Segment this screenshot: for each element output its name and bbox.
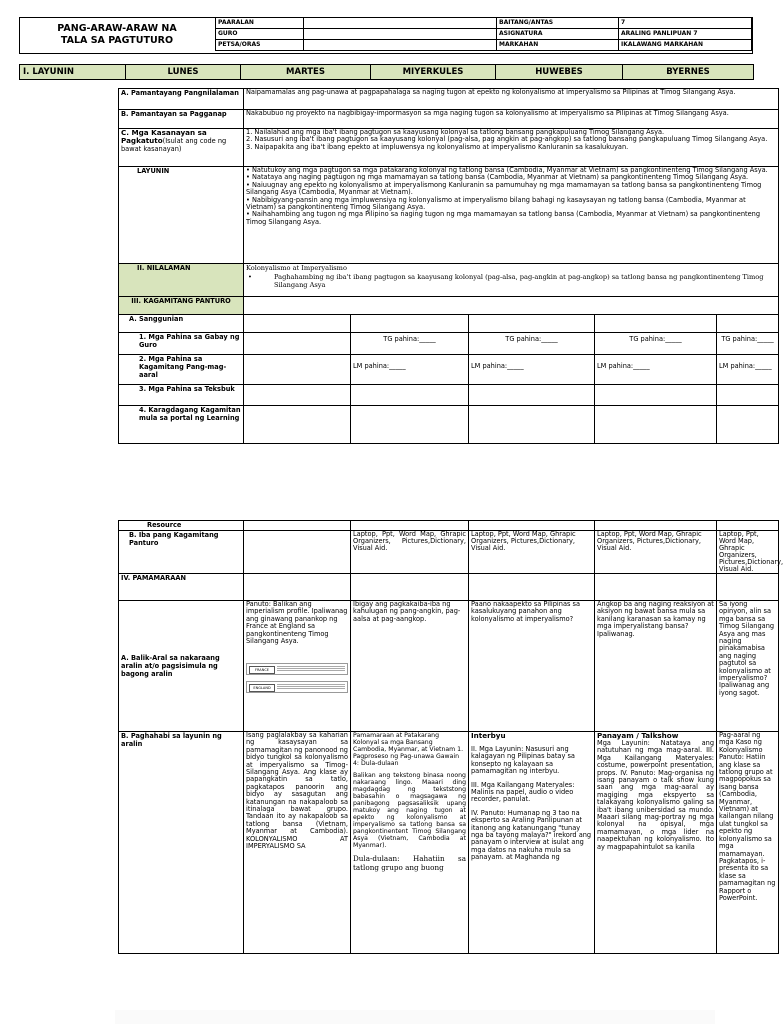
cell (351, 406, 469, 444)
text-lines-graphic (277, 666, 345, 672)
page-bottom-edge (115, 1010, 715, 1024)
kagamitan-cell: Laptop, Ppt, Word Map, Ghrapic Organizers, Pictures,Dictionary, Visual Aid. (717, 531, 779, 574)
cell (595, 385, 717, 406)
layunin-item: • Natataya ang naging pagtugon ng mga mamamayan sa tatlong bansa (Cambodia, Myanmar at Vietnam) sa pangkontinenteng Timog Silangang Asya. (246, 173, 749, 182)
field-label: PETSA/ORAS (216, 40, 304, 51)
kasanayan-line: 1. Nailalahad ang mga iba't ibang pagtugon sa kaayusang kolonyal sa tatlong bansang pangkapuluang Timog Silangang Asya. (246, 128, 665, 136)
profile-card-france (246, 663, 348, 675)
row-pamantayan-pagganap (119, 110, 779, 129)
paghahabi-title: Interbyu (471, 731, 506, 740)
header-row (216, 29, 752, 40)
layunin-item: • Nabibigyang-pansin ang mga impluwensiya ng kolonyalismo at imperyalismo bilang bahagi ng kasaysayan ng tatlong bansa (Cambodia, Myanmar at Vietnam) sa pangkontinenteng Timog Silangang Asya. (246, 195, 746, 212)
balik-aral-cell (244, 601, 351, 732)
label-resource: Resource (119, 521, 244, 531)
kagamitan-cell (244, 531, 351, 574)
nilalaman-bullet-item (246, 273, 776, 290)
cell (469, 315, 595, 333)
label-karagdagang: 4. Karagdagang Kagamitan mula sa portal ng Learning (119, 406, 244, 444)
profile-label: FRANCE (249, 666, 275, 674)
cell (469, 574, 595, 601)
cell (469, 521, 595, 531)
row-pamantayang-pangnilalaman (119, 89, 779, 110)
field-value[interactable] (304, 18, 497, 29)
balik-aral-cell: Sa iyong opinyon, alin sa mga bansa sa Timog Silangang Asya ang mas naging pinakamabisa ang naging pagtutol sa kolonyalismo at imperyalismo? Ipaliwanag ang iyong sagot. (717, 601, 779, 732)
paghahabi-cell (469, 732, 595, 954)
day-cell-byernes: BYERNES (623, 65, 754, 80)
nilalaman-title: Kolonyalismo at Imperyalismo (246, 264, 347, 272)
header-row (216, 40, 752, 51)
day-cell-lunes: LUNES (126, 65, 241, 80)
cell (717, 315, 779, 333)
text-pamantayan-pagganap: Nakabubuo ng proyekto na nagbibigay-impormasyon sa mga naging tugon sa kolonyalismo at imperyalismo sa Pilipinas at Timog Silangang Asya. (244, 110, 779, 129)
label-pamantayan-pagganap: B. Pamantayan sa Pagganap (119, 110, 244, 129)
cell (469, 385, 595, 406)
field-value[interactable]: IKALAWANG MARKAHAN (619, 40, 752, 51)
lm-pahina[interactable]: LM pahina:_____ (351, 355, 469, 385)
field-label: PAARALAN (216, 18, 304, 29)
label-sanggunian: A. Sanggunian (119, 315, 244, 333)
bullet-icon: • (248, 272, 252, 281)
kagamitan-empty (244, 297, 779, 315)
objectives-table (118, 88, 779, 444)
lm-pahina[interactable]: LM pahina:_____ (469, 355, 595, 385)
tg-pahina[interactable]: TG pahina:_____ (595, 333, 717, 355)
balik-aral-cell: Angkop ba ang naging reaksiyon at aksiyon ng bawat bansa mula sa kanilang karanasan sa kamay ng mga imperyalistang bansa? Ipaliwanag. (595, 601, 717, 732)
paghahabi-cell (595, 732, 717, 954)
profile-card-england (246, 681, 348, 693)
cell (244, 406, 351, 444)
field-value[interactable]: ARALING PANLIPUAN 7 (619, 29, 752, 40)
day-cell-miyerkules: MIYERKULES (371, 65, 496, 80)
label-balik-aral: A. Balik-Aral sa nakaraang aralin at/o pagsisimula ng bagong aralin (119, 601, 244, 732)
text-pamantayang-pangnilalaman: Naipamamalas ang pag-unawa at pagpapahalaga sa naging tugon at epekto ng kolonyalismo at imperyalismo sa Pilipinas at Timog Silangang Asya. (244, 89, 779, 110)
header-row (216, 18, 752, 29)
cell (244, 385, 351, 406)
kagamitan-cell: Laptop, Ppt, Word Map, Ghrapic Organizers, Pictures,Dictionary, Visual Aid. (469, 531, 595, 574)
layunin-item: • Natutukoy ang mga pagtugon sa mga patakarang kolonyal ng tatlong bansa (Cambodia, Myanmar at Vietnam) sa pangkontinenteng Timog Silangang Asya. (246, 166, 768, 174)
cell (244, 315, 351, 333)
label-iba-pang-kagamitan: B. Iba pang Kagamitang Panturo (119, 531, 244, 574)
field-value[interactable] (304, 29, 497, 40)
kagamitan-cell: Laptop, Ppt, Word Map, Ghrapic Organizers, Pictures,Dictionary, Visual Aid. (351, 531, 469, 574)
tg-pahina[interactable]: TG pahina:_____ (717, 333, 779, 355)
balik-aral-cell: Paano nakaapekto sa Pilipinas sa kasalukuyang panahon ang kolonyalismo at imperyalismo? (469, 601, 595, 732)
row-iba-pang-kagamitan (119, 531, 779, 574)
paghahabi-text: IV. Panuto: Humanap ng 3 tao na eksperto sa Araling Panlipunan at itanong ang katanungang "tunay nga ba tayong malaya?" irekord ang panayam o interview at isulat ang mga datos na nakuha mula sa panayam. at Maghanda ng (471, 808, 592, 862)
paghahabi-cell (351, 732, 469, 954)
cell (595, 315, 717, 333)
balik-aral-cell: Ibigay ang pagkakaiba-iba ng kahulugan ng pang-angkin, pag-aalsa at pag-aangkop. (351, 601, 469, 732)
paghahabi-text: III. Mga Kailangang Materyales: Malinis na papel, audio o video recorder, panulat. (471, 780, 575, 804)
row-kasanayan (119, 129, 779, 167)
row-kagamitang-mag-aaral (119, 355, 779, 385)
label-teksbuk: 3. Mga Pahina sa Teksbuk (119, 385, 244, 406)
cell (595, 574, 717, 601)
title-line-1: PANG-ARAW-ARAW NA (57, 22, 177, 34)
field-label: BAITANG/ANTAS (497, 18, 619, 29)
field-value[interactable]: 7 (619, 18, 752, 29)
row-teksbuk (119, 385, 779, 406)
day-header-row (19, 64, 754, 80)
row-nilalaman (119, 264, 779, 297)
kasanayan-content (244, 129, 779, 167)
kasanayan-note: (Isulat ang code ng bawat kasanayan) (121, 137, 227, 153)
tg-pahina[interactable]: TG pahina:_____ (351, 333, 469, 355)
field-label: ASIGNATURA (497, 29, 619, 40)
row-paghahabi (119, 732, 779, 954)
kasanayan-line: 3. Naipapakita ang iba't ibang epekto at impluwensya ng kolonyalismo at imperyalismo Kanluranin sa kasalukuyan. (246, 142, 629, 151)
lm-pahina[interactable]: LM pahina:_____ (717, 355, 779, 385)
nilalaman-content (244, 264, 779, 297)
layunin-item: • Naiuugnay ang epekto ng kolonyalismo at imperyalismong Kanluranin sa pamumuhay ng mga mamamayan sa tatlong bansa sa pangkontinenteng Timog Silangang Asya (Cambodia, Myanmar at Vietnam). (246, 180, 762, 197)
cell (717, 406, 779, 444)
layunin-item: • Naihahambing ang tugon ng mga Pilipino sa naging tugon ng mga mamamayan sa tatlong bansa (Cambodia, Myanmar at Vietnam) sa pangkontinenteng Timog Silangang Asya. (246, 210, 761, 226)
cell (717, 385, 779, 406)
imperialism-profile-image (246, 663, 348, 693)
cell (244, 521, 351, 531)
procedure-table (118, 520, 783, 954)
cell (469, 406, 595, 444)
label-kagamitang-mag-aaral: 2. Mga Pahina sa Kagamitang Pang-mag-aaral (119, 355, 244, 385)
cell (244, 574, 351, 601)
cell (595, 406, 717, 444)
row-resource (119, 521, 779, 531)
paghahabi-text: Pamamaraan at Patakarang Kolonyal sa mga Bansang Cambodia, Myanmar, at Vietnam 1. Pagproseso ng Pag-unawa Gawain 4: Dula-dulaan (353, 732, 464, 767)
layunin-content (244, 167, 779, 264)
row-balik-aral (119, 601, 779, 732)
document-title (19, 17, 215, 52)
paghahabi-cell: Pag-aaral ng mga Kaso ng Kolonyalismo Panuto: Hatiin ang klase sa tatlong grupo at magpopokus sa isang bansa (Cambodia, Myanmar, Vietnam) at kailangan nilang ulat tungkol sa epekto ng kolonyalismo sa mga mamamayan. Pagkatapos, i-presenta ito sa klase sa pamamagitan ng Rapport o PowerPoint. (717, 732, 779, 954)
kagamitan-cell: Laptop, Ppt, Word Map, Ghrapic Organizers, Pictures,Dictionary, Visual Aid. (595, 531, 717, 574)
lm-pahina[interactable]: LM pahina:_____ (595, 355, 717, 385)
balik-aral-text: Panuto: Balikan ang imperialism profile. Ipaliwanag ang ginawang panankop ng France at England sa pangkontinenteng Timog Silangang Asya. (246, 600, 348, 646)
profile-label: ENGLAND (249, 684, 275, 692)
row-karagdagang (119, 406, 779, 444)
kasanayan-title: C. Mga Kasanayan sa Pagkatuto (121, 128, 207, 146)
header-fields-table (215, 17, 752, 51)
label-kagamitan: III. KAGAMITANG PANTURO (119, 297, 244, 315)
field-value[interactable] (304, 40, 497, 51)
paghahabi-text: II. Mga Layunin: Nasusuri ang kalagayan ng Pilipinas batay sa konsepto ng kalayaan sa pamamagitan ng interbyu. (471, 745, 575, 776)
paghahabi-title: Panayam / Talkshow (597, 731, 679, 740)
label-paghahabi: B. Paghahabi sa layunin ng aralin (119, 732, 244, 954)
cell (244, 355, 351, 385)
day-cell-martes: MARTES (241, 65, 371, 80)
day-cell-layunin: I. LAYUNIN (20, 65, 126, 80)
cell (351, 574, 469, 601)
paghahabi-cell: Isang paglalakbay sa kaharian ng kasaysayan sa pamamagitan ng panonood ng bidyo tungkol sa kolonyalismo at imperyalismo sa Timog-Silangang Asya. Ang klase ay papangkatin sa tatlo, pagkatapos panoorin ang bidyo ay sasagutan ang katanungan na nakapaloob sa itinalaga bawat grupo. Tandaan ito ay nakapaloob sa tatlong bansa (Vietnam, Myanmar at Cambodia). KOLONYALISMO AT IMPERYALISMO SA (244, 732, 351, 954)
paghahabi-text: Balikan ang tekstong binasa noong nakaraang lingo. Maaari ding magdagdag ng tekststong babasahin o magsagawa ng panibagong pagsasaliksik upang matukoy ang naging tugon at epekto ng kolonyalismo at imperyalismo sa tatlong bansa sa pangkontinentent Timog Silangang Asya (Vietnam, Cambodia at Myanmar). (353, 772, 466, 849)
cell (717, 521, 779, 531)
kasanayan-line: 2. Nasusuri ang iba't ibang pagtugon sa kaayusang kolonyal (pag-alsa, pag angkin at pag-angkop) sa tatlong bansang pangkapuluang Timog Silangang Asya. (246, 135, 768, 144)
paghahabi-text: Dula-dulaan: Hahatiin sa tatlong grupo ang buong (353, 854, 466, 872)
cell (244, 333, 351, 355)
tg-pahina[interactable]: TG pahina:_____ (469, 333, 595, 355)
cell (595, 521, 717, 531)
day-cell-huwebes: HUWEBES (496, 65, 623, 80)
nilalaman-bullet: Paghahambing ng iba't ibang pagtugon sa kaayusang kolonyal (pag-alsa, pag-angkin at pag-angkop) sa tatlong bansa ng pangkontinenteng Timog Silangang Asya (274, 272, 764, 290)
row-gabay-guro (119, 333, 779, 355)
cell (351, 521, 469, 531)
cell (351, 315, 469, 333)
field-label: GURO (216, 29, 304, 40)
cell (351, 385, 469, 406)
text-lines-graphic (277, 684, 345, 690)
row-kagamitan (119, 297, 779, 315)
label-pamantayang-pangnilalaman: A. Pamantayang Pangnilalaman (119, 89, 244, 110)
label-nilalaman: II. NILALAMAN (119, 264, 244, 297)
label-kasanayan (119, 129, 244, 167)
row-layunin (119, 167, 779, 264)
label-layunin: LAYUNIN (119, 167, 244, 264)
field-label: MARKAHAN (497, 40, 619, 51)
row-sanggunian (119, 315, 779, 333)
title-line-2: TALA SA PAGTUTURO (60, 34, 174, 46)
paghahabi-text: Mga Layunin: Natataya ang natutuhan ng mga mag-aaral. III. Mga Kailangang Materyales: costume, powerpoint presentation, props. IV. Panuto: Mag-organisa ng isang panayam o talk show kung saan ang mga mag-aaral ay magiging mga ekspyerto sa talakayang kolonyalismo galing sa iba't ibang unibersidad sa mundo. Maaari silang mag-portray ng mga kolonyal na opisyal, mga mamamayan, o mga lider na naapektuhan ng kolonyalismo. Ito ay magpapahintulot sa kanila (597, 739, 714, 851)
label-pamamaraan: IV. PAMAMARAAN (119, 574, 244, 601)
cell (717, 574, 779, 601)
label-gabay-guro: 1. Mga Pahina sa Gabay ng Guro (119, 333, 244, 355)
row-pamamaraan (119, 574, 779, 601)
